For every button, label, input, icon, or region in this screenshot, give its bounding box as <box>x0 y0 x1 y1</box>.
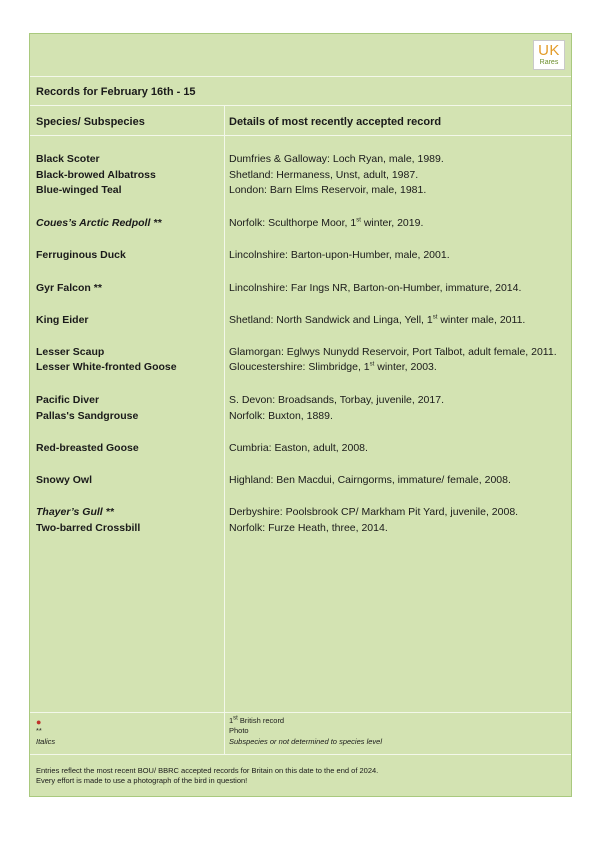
record-details: Highland: Ben Macdui, Cairngorms, immature/ female, 2008. <box>229 474 511 486</box>
key-legend <box>30 713 571 755</box>
uk-rares-logo <box>533 40 565 70</box>
record-species: Two-barred Crossbill <box>36 522 141 534</box>
record-species: Thayer’s Gull ** <box>36 506 114 518</box>
footer-line-2: Every effort is made to use a photograph of the bird in question! <box>36 776 248 785</box>
logo-uk-text: UK <box>538 42 560 59</box>
key-photo: Photo <box>229 726 249 735</box>
record-species: Pacific Diver <box>36 394 100 406</box>
record-details: Dumfries & Galloway: Loch Ryan, male, 1989. <box>229 153 444 165</box>
record-details: Shetland: Hermaness, Unst, adult, 1987. <box>229 169 419 181</box>
records-document <box>29 33 572 797</box>
record-details: London: Barn Elms Reservoir, male, 1981. <box>229 184 427 196</box>
key-italics-symbol: Italics <box>36 737 56 746</box>
records-table-body <box>30 136 571 713</box>
record-details: Derbyshire: Poolsbrook CP/ Markham Pit Yard, juvenile, 2008. <box>229 506 519 518</box>
record-species: Pallas's Sandgrouse <box>36 410 139 422</box>
record-species: Snowy Owl <box>36 474 93 486</box>
record-species: Black-browed Albatross <box>36 169 156 181</box>
record-details: Norfolk: Furze Heath, three, 2014. <box>229 522 388 534</box>
footer-notes <box>30 755 571 796</box>
key-first-record: 1st British record <box>229 715 285 725</box>
record-species: Coues’s Arctic Redpoll ** <box>36 217 162 229</box>
record-species: Blue-winged Teal <box>36 184 122 196</box>
species-column-header: Species/ Subspecies <box>36 116 145 128</box>
record-details: Gloucestershire: Slimbridge, 1st winter, 2003. <box>229 361 437 373</box>
key-subspecies: Subspecies or not determined to species level <box>229 737 383 746</box>
record-details: Lincolnshire: Barton-upon-Humber, male, 2001. <box>229 249 450 261</box>
record-species: Gyr Falcon ** <box>36 282 102 294</box>
page-title: Records for February 16th - 15 <box>36 86 196 98</box>
title-row <box>30 77 571 106</box>
record-details: Glamorgan: Eglwys Nunydd Reservoir, Port Talbot, adult female, 2011. <box>229 346 557 358</box>
record-details: Cumbria: Easton, adult, 2008. <box>229 442 368 454</box>
record-details: Shetland: North Sandwick and Linga, Yell, 1st winter male, 2011. <box>229 314 526 326</box>
record-details: Lincolnshire: Far Ings NR, Barton-on-Humber, immature, 2014. <box>229 282 522 294</box>
record-species: Black Scoter <box>36 153 100 165</box>
footer-line-1: Entries reflect the most recent BOU/ BBRC accepted records for Britain on this date to the end of 2024. <box>36 766 379 775</box>
logo-rares-text: Rares <box>539 59 559 66</box>
table-header <box>30 106 571 136</box>
record-details: Norfolk: Buxton, 1889. <box>229 410 333 422</box>
record-species: Red-breasted Goose <box>36 442 139 454</box>
record-details: S. Devon: Broadsands, Torbay, juvenile, 2017. <box>229 394 444 406</box>
details-column-header: Details of most recently accepted record <box>229 116 442 128</box>
record-species: Lesser White-fronted Goose <box>36 361 177 373</box>
record-species: Lesser Scaup <box>36 346 105 358</box>
record-species: Ferruginous Duck <box>36 249 126 261</box>
record-details: Norfolk: Sculthorpe Moor, 1st winter, 2019. <box>229 217 424 229</box>
logo-row <box>30 34 571 77</box>
key-photo-symbol: ** <box>36 726 42 735</box>
first-record-dot-icon: ● <box>36 717 42 727</box>
record-species: King Eider <box>36 314 89 326</box>
